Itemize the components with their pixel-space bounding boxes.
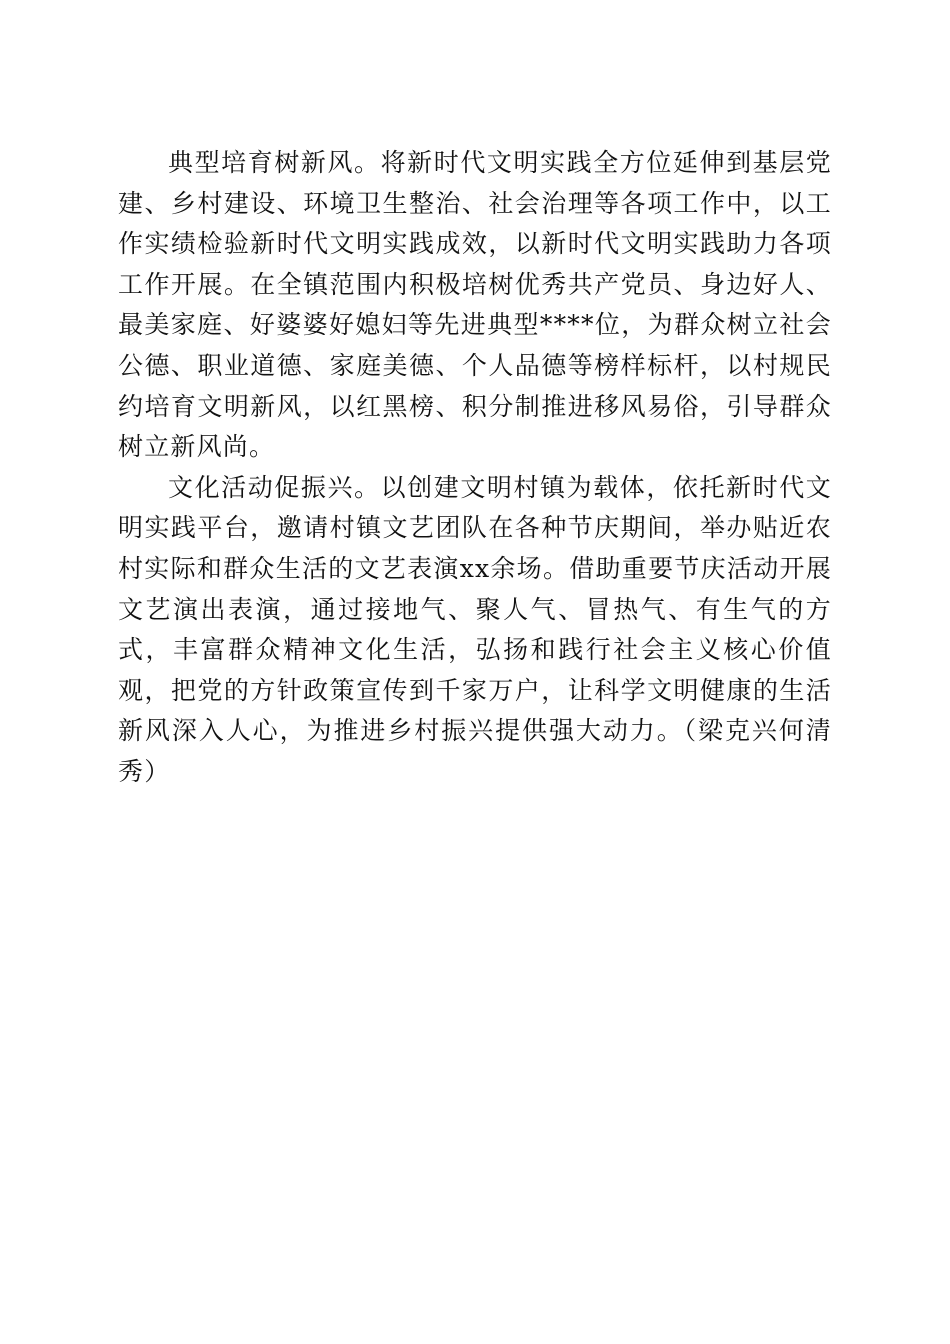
paragraph-cultural-activities: 文化活动促振兴。以创建文明村镇为载体，依托新时代文明实践平台，邀请村镇文艺团队在各种节庆期间，举办贴近农村实际和群众生活的文艺表演xx余场。借助重要节庆活动开展文艺演出表演，通过接地气、聚人气、冒热气、有生气的方式，丰富群众精神文化生活，弘扬和践行社会主义核心价值观，把党的方针政策宣传到千家万户，让科学文明健康的生活新风深入人心，为推进乡村振兴提供强大动力。（梁克兴何清秀） (118, 472, 832, 786)
paragraph-typical-cultivation: 典型培育树新风。将新时代文明实践全方位延伸到基层党建、乡村建设、环境卫生整治、社会治理等各项工作中，以工作实绩检验新时代文明实践成效，以新时代文明实践助力各项工作开展。在全镇范围内积极培树优秀共产党员、身边好人、最美家庭、好婆婆好媳妇等先进典型****位，为群众树立社会公德、职业道德、家庭美德、个人品德等榜样标杆，以村规民约培育文明新风，以红黑榜、积分制推进移风易俗，引导群众树立新风尚。 (118, 148, 832, 462)
document-body (118, 143, 832, 793)
